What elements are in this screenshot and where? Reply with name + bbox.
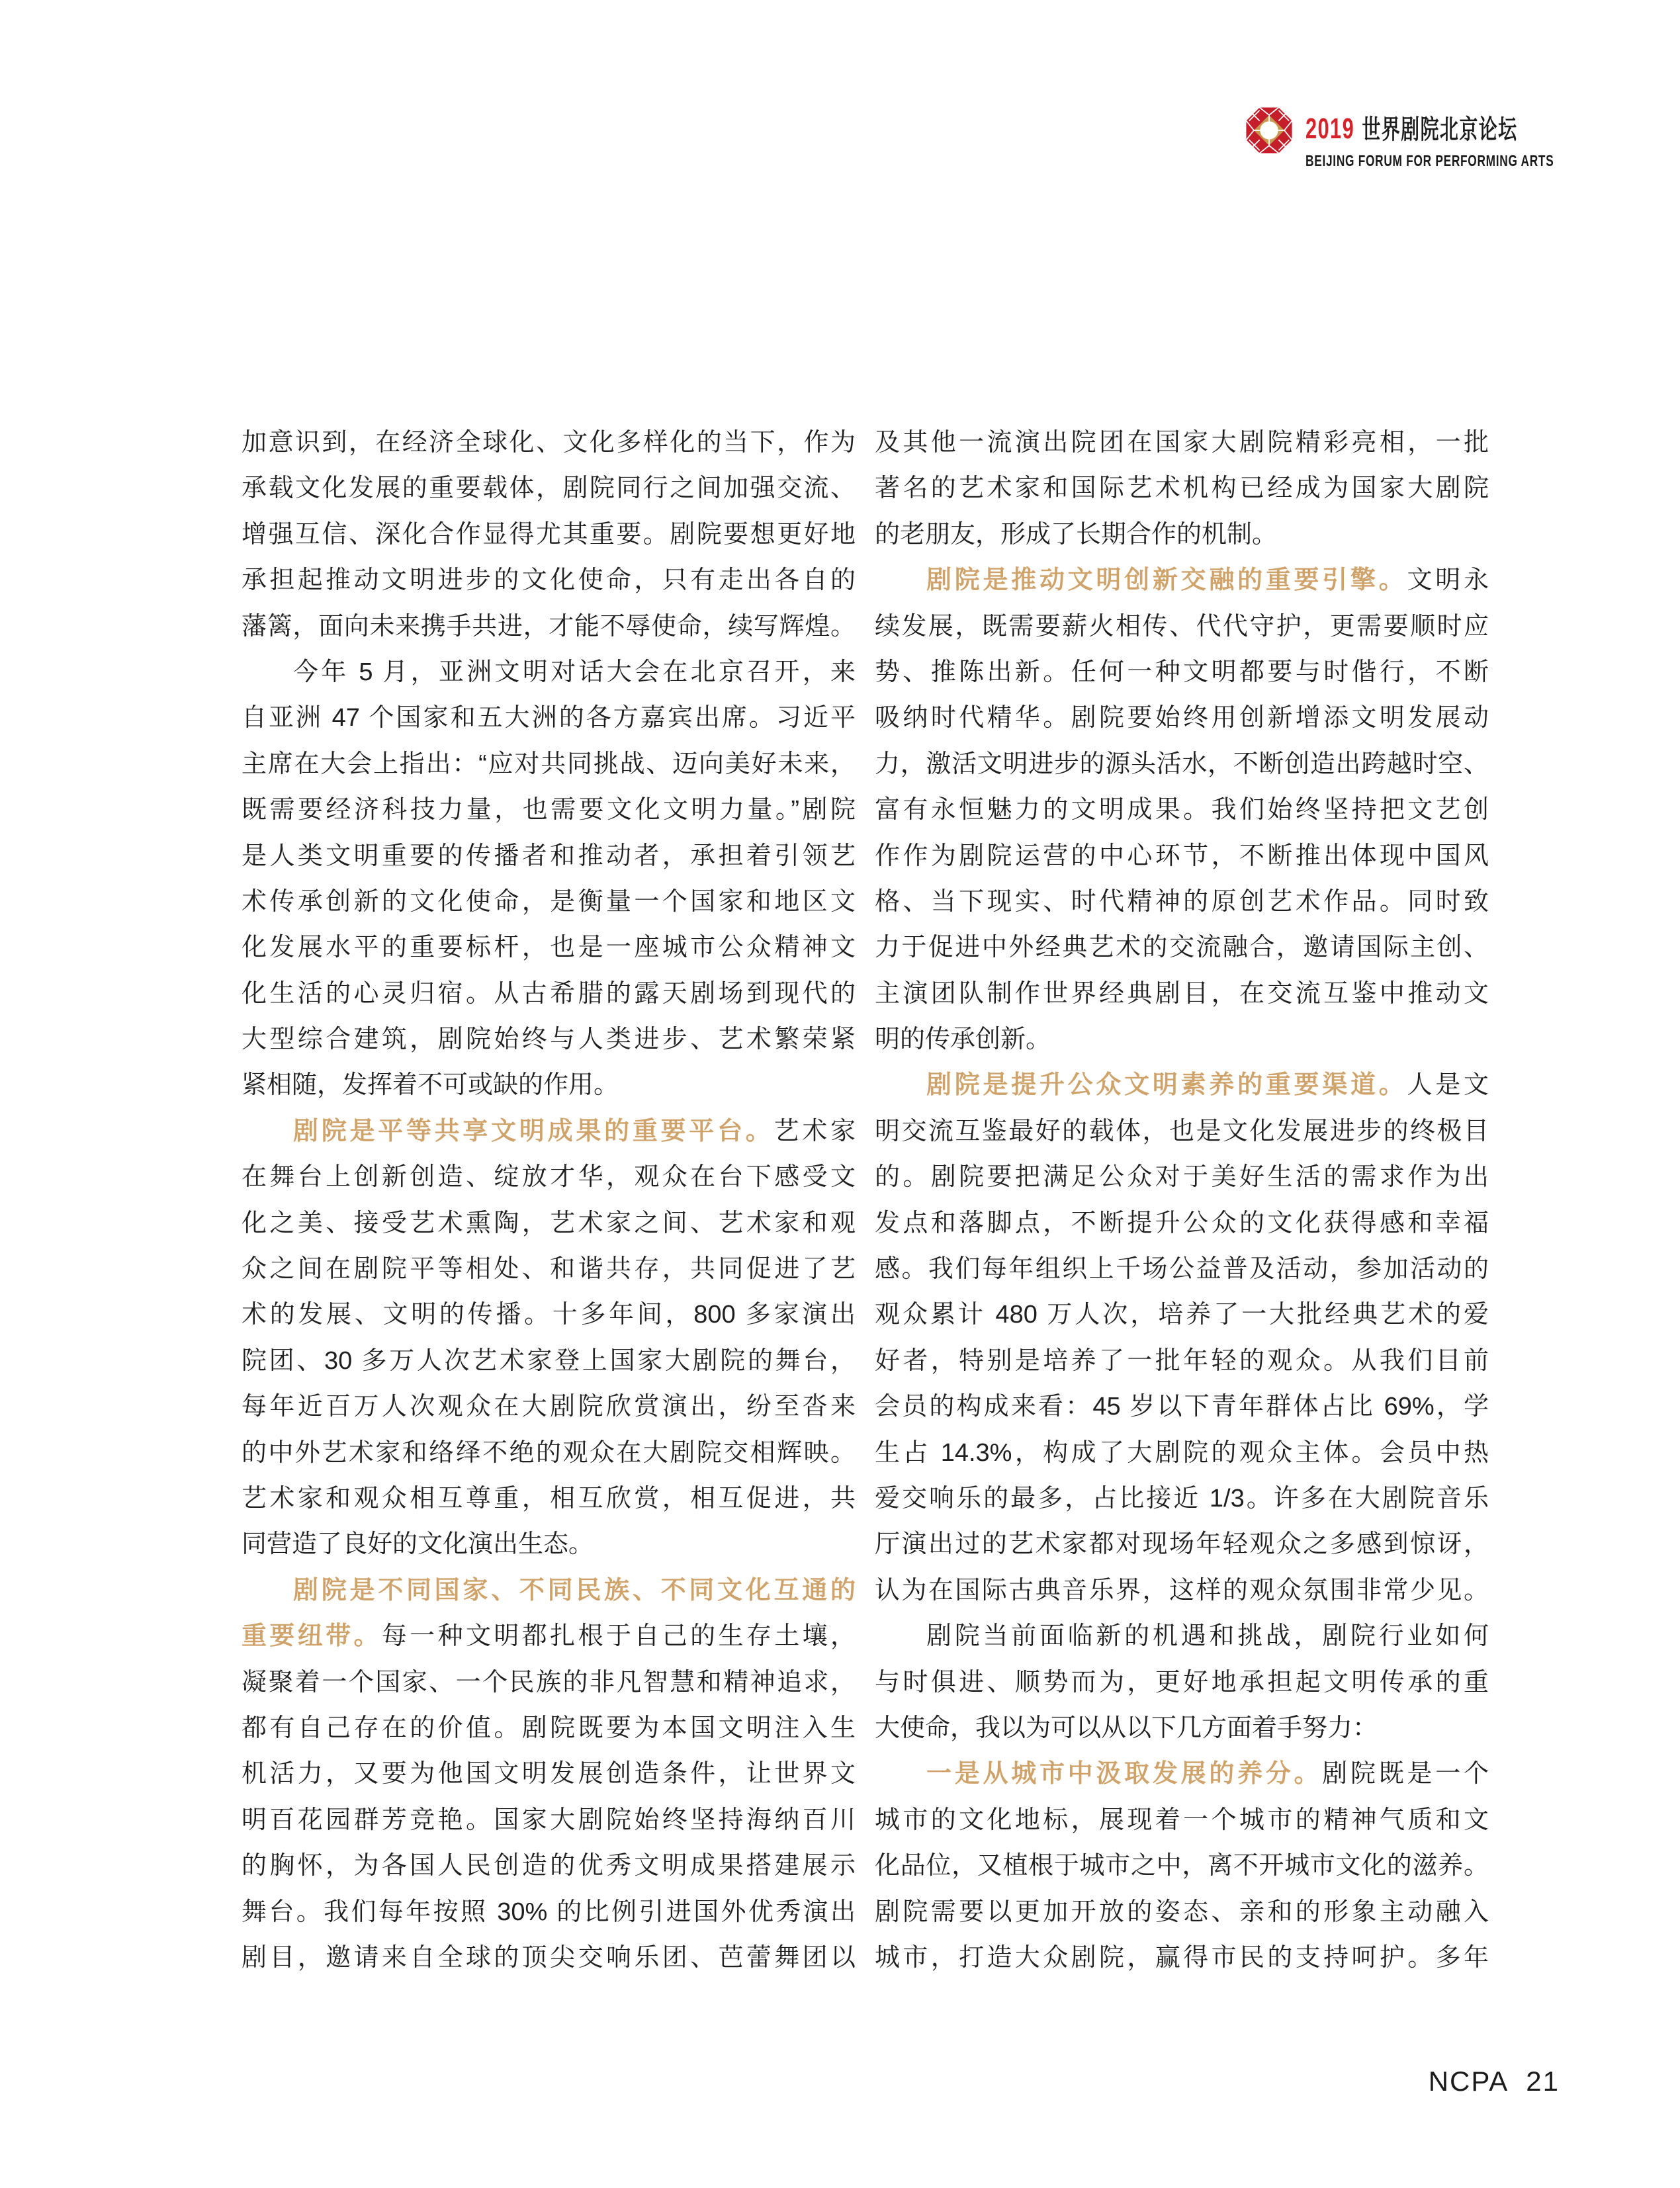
text-line bbox=[242, 925, 856, 971]
paragraph-lead: 剧院是平等共享文明成果的重要平台。 bbox=[293, 1117, 774, 1145]
paragraph-lead: 剧院是提升公众文明素养的重要渠道。 bbox=[926, 1071, 1407, 1100]
text-line bbox=[242, 1614, 856, 1659]
line-text: 吸纳时代精华。剧院要始终用创新增添文明发展动 bbox=[875, 704, 1489, 732]
text-line bbox=[242, 1751, 856, 1797]
forum-logo-text bbox=[1305, 105, 1650, 171]
line-text: 同营造了良好的文化演出生态。 bbox=[242, 1530, 594, 1559]
line-text: 术传承创新的文化使命，是衡量一个国家和地区文 bbox=[242, 887, 856, 916]
line-text: 的中外艺术家和络绎不绝的观众在大剧院交相辉映。 bbox=[242, 1438, 856, 1467]
line-text: 明百花园群芳竞艳。国家大剧院始终坚持海纳百川 bbox=[242, 1806, 856, 1834]
text-line bbox=[242, 1109, 856, 1155]
text-line bbox=[875, 787, 1489, 833]
line-text: 的老朋友，形成了长期合作的机制。 bbox=[875, 520, 1278, 548]
line-text: 文明永 bbox=[1407, 566, 1489, 595]
line-text: 剧院需要以更加开放的姿态、亲和的形象主动融入 bbox=[875, 1898, 1489, 1926]
line-text: 富有永恒魅力的文明成果。我们始终坚持把文艺创 bbox=[875, 796, 1489, 824]
line-text: 机活力，又要为他国文明发展创造条件，让世界文 bbox=[242, 1760, 856, 1788]
line-text: 今年 5 月，亚洲文明对话大会在北京召开，来 bbox=[293, 658, 856, 686]
text-line bbox=[242, 1063, 856, 1108]
line-text: 在舞台上创新创造、绽放才华，观众在台下感受文 bbox=[242, 1163, 856, 1192]
text-line bbox=[875, 695, 1489, 741]
text-line bbox=[242, 1843, 856, 1889]
line-text: 城市的文化地标，展现着一个城市的精神气质和文 bbox=[875, 1806, 1489, 1834]
line-text: 主席在大会上指出：“应对共同挑战、迈向美好未来， bbox=[242, 750, 856, 778]
text-line bbox=[242, 1247, 856, 1292]
text-line bbox=[242, 742, 856, 787]
text-line bbox=[242, 650, 856, 695]
line-text: 紧相随，发挥着不可或缺的作用。 bbox=[242, 1071, 619, 1100]
line-text: 每一种文明都扎根于自己的生存土壤， bbox=[381, 1622, 856, 1651]
line-text: 感。我们每年组织上千场公益普及活动，参加活动的 bbox=[875, 1255, 1489, 1284]
text-line bbox=[242, 787, 856, 833]
line-text: 爱交响乐的最多，占比接近 1/3。许多在大剧院音乐 bbox=[875, 1484, 1489, 1512]
line-text: 化之美、接受艺术熏陶，艺术家之间、艺术家和观 bbox=[242, 1209, 856, 1237]
text-line bbox=[875, 1890, 1489, 1935]
text-line bbox=[875, 1522, 1489, 1567]
forum-year: 2019 bbox=[1305, 112, 1355, 145]
text-line bbox=[242, 1155, 856, 1200]
text-line bbox=[242, 512, 856, 558]
text-line bbox=[875, 420, 1489, 466]
line-text: 藩篱，面向未来携手共进，才能不辱使命，续写辉煌。 bbox=[242, 612, 856, 640]
text-line bbox=[242, 1476, 856, 1522]
text-line bbox=[242, 879, 856, 925]
text-line bbox=[875, 1384, 1489, 1430]
line-text: 城市，打造大众剧院，赢得市民的支持呵护。多年 bbox=[875, 1943, 1489, 1972]
line-text: 化发展水平的重要标杆，也是一座城市公众精神文 bbox=[242, 934, 856, 962]
line-text: 加意识到，在经济全球化、文化多样化的当下，作为 bbox=[242, 429, 856, 457]
line-text: 增强互信、深化合作显得尤其重要。剧院要想更好地 bbox=[242, 520, 856, 548]
line-text: 续发展，既需要薪火相传、代代守护，更需要顺时应 bbox=[875, 612, 1489, 640]
text-line bbox=[242, 604, 856, 650]
text-line bbox=[875, 925, 1489, 971]
text-line bbox=[875, 1706, 1489, 1751]
text-line bbox=[875, 1798, 1489, 1843]
line-text: 众之间在剧院平等相处、和谐共存，共同促进了艺 bbox=[242, 1255, 856, 1284]
text-line bbox=[242, 1660, 856, 1706]
line-text: 剧院当前面临新的机遇和挑战，剧院行业如何 bbox=[926, 1622, 1489, 1651]
text-line bbox=[875, 558, 1489, 603]
line-text: 的。剧院要把满足公众对于美好生活的需求作为出 bbox=[875, 1163, 1489, 1192]
text-line bbox=[875, 742, 1489, 787]
forum-title bbox=[1305, 109, 1547, 146]
text-line bbox=[875, 1430, 1489, 1476]
text-line bbox=[875, 1017, 1489, 1063]
text-line bbox=[875, 604, 1489, 650]
line-text: 每年近百万人次观众在大剧院欣赏演出，纷至沓来 bbox=[242, 1393, 856, 1421]
line-text: 凝聚着一个国家、一个民族的非凡智慧和精神追求， bbox=[242, 1668, 856, 1696]
line-text: 承载文化发展的重要载体，剧院同行之间加强交流、 bbox=[242, 474, 856, 503]
text-line bbox=[875, 1568, 1489, 1614]
paragraph-lead: 一是从城市中汲取发展的养分。 bbox=[926, 1760, 1323, 1788]
line-text: 格、当下现实、时代精神的原创艺术作品。同时致 bbox=[875, 887, 1489, 916]
line-text: 的胸怀，为各国人民创造的优秀文明成果搭建展示 bbox=[242, 1852, 856, 1880]
text-line bbox=[875, 512, 1489, 558]
forum-title-zh: 世界剧院北京论坛 bbox=[1362, 115, 1518, 144]
line-text: 人是文 bbox=[1407, 1071, 1489, 1100]
line-text: 剧院既是一个 bbox=[1322, 1760, 1489, 1788]
line-text: 化生活的心灵归宿。从古希腊的露天剧场到现代的 bbox=[242, 979, 856, 1008]
text-line bbox=[242, 695, 856, 741]
text-line bbox=[875, 1292, 1489, 1338]
text-line bbox=[242, 1338, 856, 1384]
line-text: 术的发展、文明的传播。十多年间，800 多家演出 bbox=[242, 1301, 856, 1329]
text-line bbox=[875, 1155, 1489, 1200]
line-text: 主演团队制作世界经典剧目，在交流互鉴中推动文 bbox=[875, 979, 1489, 1008]
line-text: 及其他一流演出院团在国家大剧院精彩亮相，一批 bbox=[875, 429, 1489, 457]
line-text: 化品位，又植根于城市之中，离不开城市文化的滋养。 bbox=[875, 1852, 1489, 1880]
text-line bbox=[242, 1890, 856, 1935]
page-number: 21 bbox=[1526, 2066, 1560, 2097]
line-text: 会员的构成来看：45 岁以下青年群体占比 69%，学 bbox=[875, 1393, 1489, 1421]
line-text: 与时俱进、顺势而为，更好地承担起文明传承的重 bbox=[875, 1668, 1489, 1696]
line-text: 剧目，邀请来自全球的顶尖交响乐团、芭蕾舞团以 bbox=[242, 1943, 856, 1972]
article-column-left bbox=[242, 420, 856, 1981]
text-line bbox=[875, 1660, 1489, 1706]
text-line bbox=[875, 1109, 1489, 1155]
text-line bbox=[242, 1292, 856, 1338]
line-text: 艺术家和观众相互尊重，相互欣赏，相互促进，共 bbox=[242, 1484, 856, 1512]
line-text: 著名的艺术家和国际艺术机构已经成为国家大剧院 bbox=[875, 474, 1489, 503]
line-text: 发点和落脚点，不断提升公众的文化获得感和幸福 bbox=[875, 1209, 1489, 1237]
line-text: 艺术家 bbox=[774, 1117, 856, 1145]
line-text: 力于促进中外经典艺术的交流融合，邀请国际主创、 bbox=[875, 934, 1489, 962]
paragraph-lead: 剧院是不同国家、不同民族、不同文化互通的 bbox=[293, 1576, 856, 1604]
text-line bbox=[875, 1476, 1489, 1522]
text-line bbox=[875, 1751, 1489, 1797]
text-line bbox=[242, 466, 856, 511]
line-text: 作作为剧院运营的中心环节，不断推出体现中国风 bbox=[875, 842, 1489, 870]
page-footer bbox=[1429, 2066, 1560, 2097]
line-text: 厅演出过的艺术家都对现场年轻观众之多感到惊讶， bbox=[875, 1530, 1489, 1559]
text-line bbox=[242, 1384, 856, 1430]
line-text: 既需要经济科技力量，也需要文化文明力量。”剧院 bbox=[242, 796, 856, 824]
text-line bbox=[242, 1706, 856, 1751]
text-line bbox=[242, 558, 856, 603]
paragraph-lead: 重要纽带。 bbox=[242, 1622, 382, 1651]
text-line bbox=[875, 1935, 1489, 1981]
text-line bbox=[875, 650, 1489, 695]
text-line bbox=[875, 1843, 1489, 1889]
forum-emblem-icon bbox=[1245, 106, 1293, 155]
text-line bbox=[242, 1017, 856, 1063]
paragraph-lead: 剧院是推动文明创新交融的重要引擎。 bbox=[926, 566, 1407, 595]
text-line bbox=[242, 1522, 856, 1567]
line-text: 好者，特别是培养了一批年轻的观众。从我们目前 bbox=[875, 1346, 1489, 1375]
line-text: 承担起推动文明进步的文化使命，只有走出各自的 bbox=[242, 566, 856, 595]
text-line bbox=[242, 1935, 856, 1981]
text-line bbox=[875, 834, 1489, 879]
text-line bbox=[875, 971, 1489, 1017]
article-column-right bbox=[875, 420, 1489, 1981]
text-line bbox=[242, 1798, 856, 1843]
line-text: 是人类文明重要的传播者和推动者，承担着引领艺 bbox=[242, 842, 856, 870]
line-text: 观众累计 480 万人次，培养了一大批经典艺术的爱 bbox=[875, 1301, 1489, 1329]
text-line bbox=[875, 879, 1489, 925]
text-line bbox=[875, 1338, 1489, 1384]
line-text: 都有自己存在的价值。剧院既要为本国文明注入生 bbox=[242, 1714, 856, 1742]
text-line bbox=[875, 1063, 1489, 1108]
text-line bbox=[242, 1430, 856, 1476]
text-line bbox=[242, 1568, 856, 1614]
text-line bbox=[242, 834, 856, 879]
line-text: 势、推陈出新。任何一种文明都要与时偕行，不断 bbox=[875, 658, 1489, 686]
forum-subtitle: BEIJING FORUM FOR PERFORMING ARTS bbox=[1305, 152, 1554, 170]
footer-brand: NCPA bbox=[1428, 2066, 1509, 2097]
line-text: 认为在国际古典音乐界，这样的观众氛围非常少见。 bbox=[875, 1576, 1489, 1604]
text-line bbox=[875, 1201, 1489, 1247]
line-text: 自亚洲 47 个国家和五大洲的各方嘉宾出席。习近平 bbox=[242, 704, 856, 732]
line-text: 大使命，我以为可以从以下几方面着手努力： bbox=[875, 1714, 1378, 1742]
line-text: 力，激活文明进步的源头活水，不断创造出跨越时空、 bbox=[875, 750, 1489, 778]
text-line bbox=[875, 466, 1489, 511]
line-text: 明的传承创新。 bbox=[875, 1026, 1051, 1054]
line-text: 明交流互鉴最好的载体，也是文化发展进步的终极目 bbox=[875, 1117, 1489, 1145]
forum-logo bbox=[1245, 105, 1616, 197]
line-text: 院团、30 多万人次艺术家登上国家大剧院的舞台， bbox=[242, 1346, 856, 1375]
text-line bbox=[242, 1201, 856, 1247]
text-line bbox=[875, 1614, 1489, 1659]
line-text: 大型综合建筑，剧院始终与人类进步、艺术繁荣紧 bbox=[242, 1026, 856, 1054]
text-line bbox=[242, 971, 856, 1017]
line-text: 舞台。我们每年按照 30% 的比例引进国外优秀演出 bbox=[242, 1898, 856, 1926]
line-text: 生占 14.3%，构成了大剧院的观众主体。会员中热 bbox=[875, 1438, 1489, 1467]
text-line bbox=[242, 420, 856, 466]
text-line bbox=[875, 1247, 1489, 1292]
